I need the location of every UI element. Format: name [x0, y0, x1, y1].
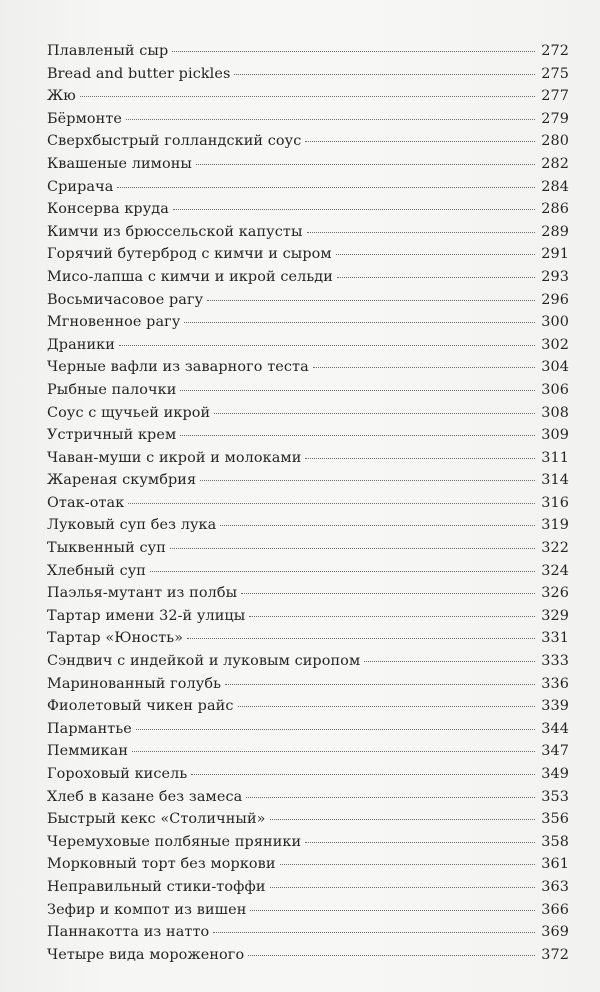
toc-entry-page-number: 347: [541, 743, 569, 760]
toc-entry-page-number: 280: [541, 133, 569, 150]
toc-entry-title: Мисо-лапша с кимчи и икрой сельди: [47, 268, 333, 285]
toc-entry-title: Черные вафли из заварного теста: [47, 359, 309, 376]
dot-leader: [80, 96, 535, 97]
toc-entry-page-number: 302: [541, 336, 569, 353]
toc-entry: [47, 540, 569, 563]
toc-entry-title: Плавленый сыр: [47, 43, 169, 59]
dot-leader: [305, 842, 535, 843]
toc-entry: [47, 66, 569, 89]
toc-entry: [47, 292, 569, 315]
toc-entry-page-number: 333: [541, 653, 569, 670]
toc-entry: [47, 269, 569, 292]
dot-leader: [250, 910, 535, 911]
dot-leader: [270, 887, 536, 888]
toc-entry-title: Черемуховые полбяные пряники: [47, 833, 302, 850]
toc-entry: [47, 676, 569, 699]
dot-leader: [249, 616, 535, 617]
dot-leader: [132, 751, 535, 752]
toc-entry: [47, 698, 569, 721]
toc-entry-page-number: 284: [541, 178, 569, 195]
toc-entry: [47, 811, 569, 834]
toc-entry: [47, 789, 569, 812]
toc-entry-title: Пеммикан: [47, 743, 129, 760]
toc-entry: [47, 427, 569, 450]
toc-entry-title: Восьмичасовое рагу: [47, 291, 204, 308]
toc-entry-title: Тартар «Юность»: [47, 630, 184, 647]
toc-entry-page-number: 289: [541, 223, 569, 240]
toc-entry-title: Мгновенное рагу: [47, 314, 181, 331]
dot-leader: [136, 729, 535, 730]
toc-entry: [47, 359, 569, 382]
toc-entry: [47, 88, 569, 111]
toc-entry-title: Четыре вида мороженого: [47, 946, 245, 963]
toc-entry: [47, 314, 569, 337]
toc-entry-title: Луковый суп без лука: [47, 517, 217, 534]
toc-entry-page-number: 331: [541, 630, 569, 647]
toc-entry-page-number: 282: [541, 155, 569, 172]
toc-entry-page-number: 316: [541, 494, 569, 511]
toc-entry-title: Срирача: [47, 178, 114, 195]
toc-entry-title: Пармантье: [47, 720, 132, 737]
dot-leader: [307, 232, 536, 233]
toc-entry: [47, 337, 569, 360]
toc-entry-title: Тартар имени 32-й улицы: [47, 607, 246, 624]
toc-entry: [47, 224, 569, 247]
toc-entry: [47, 924, 569, 947]
dot-leader: [184, 322, 535, 323]
toc-entry: [47, 856, 569, 879]
toc-entry-title: Неправильный стики-тоффи: [47, 878, 266, 895]
toc-entry-title: Тыквенный суп: [47, 540, 166, 557]
dot-leader: [234, 74, 535, 75]
toc-entry-page-number: 314: [541, 472, 569, 489]
toc-entry-page-number: 366: [541, 901, 569, 918]
toc-entry-title: Чаван-муши с икрой и молоками: [47, 449, 302, 466]
toc-entry-page-number: 306: [541, 381, 569, 398]
toc-entry: [47, 495, 569, 518]
toc-entry-title: Bread and butter pickles: [47, 65, 231, 82]
toc-entry-page-number: 322: [541, 540, 569, 557]
toc-entry: [47, 743, 569, 766]
toc-entry: [47, 766, 569, 789]
dot-leader: [225, 684, 535, 685]
toc-entry: [47, 563, 569, 586]
toc-entry-page-number: 279: [541, 110, 569, 127]
dot-leader: [313, 367, 535, 368]
toc-entry: [47, 133, 569, 156]
dot-leader: [241, 593, 535, 594]
toc-entry-page-number: 304: [541, 359, 569, 376]
dot-leader: [214, 413, 535, 414]
dot-leader: [270, 819, 536, 820]
toc-entry: [47, 450, 569, 473]
toc-entry: [47, 382, 569, 405]
toc-entry-page-number: 353: [541, 788, 569, 805]
dot-leader: [246, 797, 535, 798]
toc-entry: [47, 201, 569, 224]
dot-leader: [150, 571, 535, 572]
dot-leader: [248, 955, 535, 956]
toc-entry: [47, 246, 569, 269]
toc-entry-title: Зефир и компот из вишен: [47, 901, 247, 918]
dot-leader: [336, 254, 536, 255]
toc-entry: [47, 517, 569, 540]
toc-entry: [47, 879, 569, 902]
toc-entry-page-number: 291: [541, 246, 569, 263]
toc-entry-page-number: 277: [541, 88, 569, 105]
toc-entry-title: Сэндвич с индейкой и луковым сиропом: [47, 653, 361, 670]
toc-entry: [47, 156, 569, 179]
dot-leader: [200, 480, 535, 481]
toc-entry-title: Маринованный голубь: [47, 675, 222, 692]
toc-entry-title: Жю: [47, 88, 76, 105]
dot-leader: [337, 277, 535, 278]
toc-entry-title: Жареная скумбрия: [47, 472, 197, 489]
toc-entry-title: Горячий бутерброд с кимчи и сыром: [47, 246, 332, 263]
dot-leader: [180, 435, 535, 436]
toc-entry: [47, 630, 569, 653]
toc-entry-title: Кимчи из брюссельской капусты: [47, 223, 303, 240]
toc-entry-title: Паэлья-мутант из полбы: [47, 585, 238, 602]
dot-leader: [207, 300, 535, 301]
dot-leader: [238, 706, 536, 707]
toc-entry-page-number: 286: [541, 201, 569, 218]
toc-entry-page-number: 356: [541, 811, 569, 828]
toc-entry-page-number: 324: [541, 562, 569, 579]
toc-entry: [47, 43, 569, 66]
toc-entry-page-number: 293: [541, 268, 569, 285]
dot-leader: [364, 661, 535, 662]
toc-entry-page-number: 326: [541, 585, 569, 602]
toc-entry-title: Морковный торт без моркови: [47, 856, 276, 873]
toc-entry-title: Паннакотта из натто: [47, 924, 210, 941]
toc-entry: [47, 653, 569, 676]
toc-entry-title: Квашеные лимоны: [47, 155, 192, 172]
dot-leader: [117, 187, 535, 188]
toc-entry-page-number: 336: [541, 675, 569, 692]
dot-leader: [280, 864, 536, 865]
toc-entry-title: Фиолетовый чикен райс: [47, 698, 234, 715]
dot-leader: [213, 932, 535, 933]
toc-entry-page-number: 361: [541, 856, 569, 873]
toc-entry: [47, 834, 569, 857]
toc-entry: [47, 585, 569, 608]
toc-entry: [47, 405, 569, 428]
dot-leader: [305, 141, 535, 142]
toc-entry: [47, 179, 569, 202]
toc-entry: [47, 472, 569, 495]
toc-entry-page-number: 275: [541, 65, 569, 82]
toc-entry-page-number: 311: [541, 449, 569, 466]
toc-entry-page-number: 319: [541, 517, 569, 534]
toc-entry-title: Рыбные палочки: [47, 381, 177, 398]
dot-leader: [170, 548, 535, 549]
dot-leader: [172, 51, 535, 52]
toc-entry-title: Соус с щучьей икрой: [47, 404, 211, 421]
toc-entry: [47, 947, 569, 970]
toc-entry-title: Драники: [47, 336, 115, 353]
toc-entry: [47, 608, 569, 631]
toc-entry-title: Отак-отак: [47, 494, 125, 511]
toc-entry-page-number: 363: [541, 878, 569, 895]
toc-entry-page-number: 344: [541, 720, 569, 737]
dot-leader: [126, 119, 535, 120]
toc-entry-title: Гороховый кисель: [47, 766, 188, 782]
toc-entry-page-number: 329: [541, 607, 569, 624]
toc-entry-title: Хлебный суп: [47, 562, 146, 579]
dot-leader: [173, 209, 535, 210]
toc-entry-title: Устричный крем: [47, 427, 177, 444]
dot-leader: [196, 164, 535, 165]
toc-entry-title: Быстрый кекс «Столичный»: [47, 811, 266, 828]
toc-entry-page-number: 309: [541, 427, 569, 444]
toc-entry-title: Сверхбыстрый голландский соус: [47, 133, 302, 150]
toc-entry: [47, 111, 569, 134]
toc-entry-title: Хлеб в казане без замеса: [47, 788, 243, 805]
toc-entry-page-number: 272: [541, 43, 569, 59]
toc-entry-page-number: 372: [541, 946, 569, 963]
toc-entry-page-number: 349: [541, 766, 569, 782]
dot-leader: [128, 503, 535, 504]
dot-leader: [305, 458, 535, 459]
table-of-contents: [47, 43, 569, 969]
toc-entry: [47, 721, 569, 744]
toc-entry: [47, 902, 569, 925]
toc-entry-page-number: 308: [541, 404, 569, 421]
dot-leader: [191, 774, 535, 775]
dot-leader: [180, 390, 535, 391]
toc-entry-page-number: 369: [541, 924, 569, 941]
toc-entry-page-number: 358: [541, 833, 569, 850]
dot-leader: [119, 345, 535, 346]
toc-entry-title: Бёрмонте: [47, 110, 123, 127]
toc-entry-page-number: 339: [541, 698, 569, 715]
toc-entry-page-number: 300: [541, 314, 569, 331]
toc-entry-page-number: 296: [541, 291, 569, 308]
toc-entry-title: Консерва круда: [47, 201, 169, 218]
dot-leader: [220, 525, 535, 526]
dot-leader: [187, 638, 535, 639]
